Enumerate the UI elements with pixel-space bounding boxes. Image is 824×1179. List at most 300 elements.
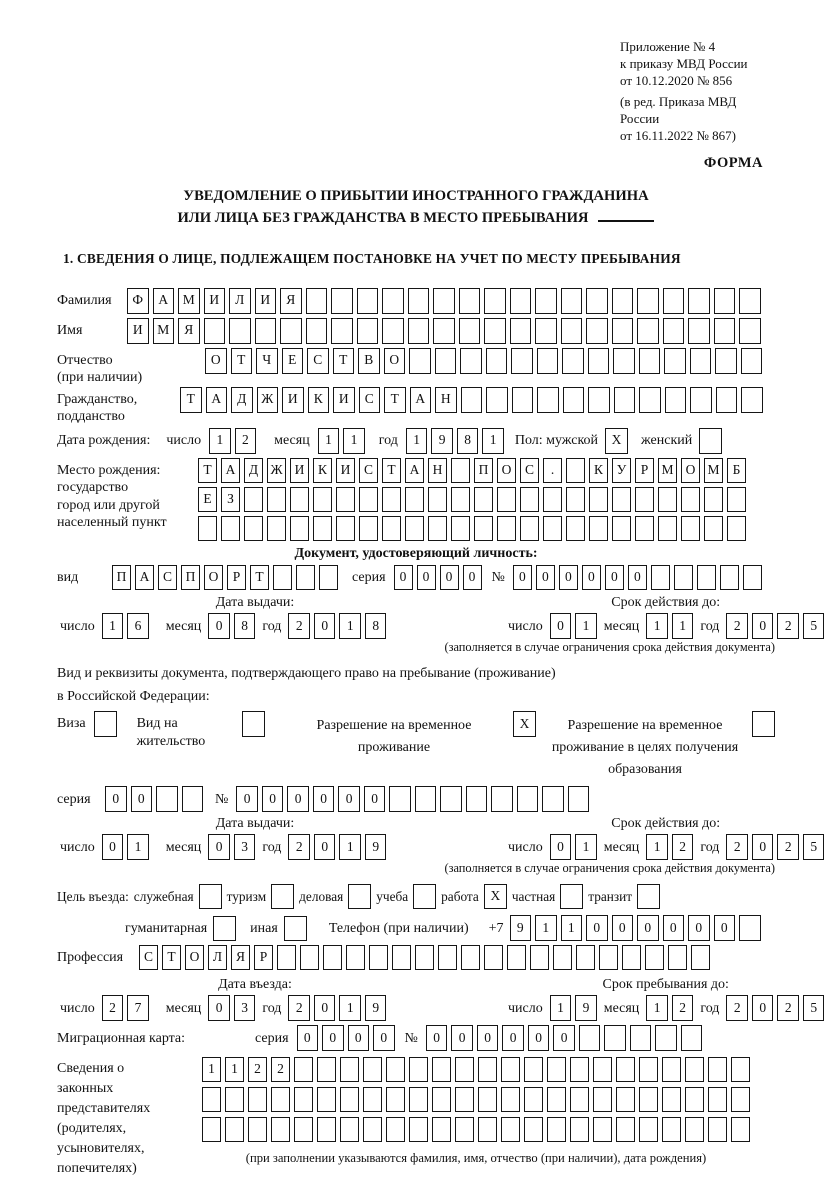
form-cell[interactable]: 0	[373, 1025, 395, 1051]
form-cell[interactable]	[280, 318, 302, 344]
form-cell[interactable]: 1	[209, 428, 231, 454]
form-cell[interactable]	[294, 1087, 313, 1112]
form-cell[interactable]	[561, 318, 583, 344]
form-cell[interactable]: 7	[127, 995, 149, 1021]
form-cell[interactable]	[331, 318, 353, 344]
form-cell[interactable]: Л	[229, 288, 251, 314]
form-cell[interactable]: 0	[297, 1025, 319, 1051]
form-cell[interactable]	[520, 487, 539, 512]
form-cell[interactable]	[535, 288, 557, 314]
form-cell[interactable]: 1	[318, 428, 340, 454]
form-cell[interactable]: О	[384, 348, 406, 374]
form-cell[interactable]	[547, 1057, 566, 1082]
form-cell[interactable]: И	[336, 458, 355, 483]
form-cell[interactable]	[459, 288, 481, 314]
form-cell[interactable]: 2	[235, 428, 257, 454]
form-cell[interactable]	[198, 516, 217, 541]
form-cell[interactable]	[510, 318, 532, 344]
form-cell[interactable]: Т	[333, 348, 355, 374]
form-cell[interactable]	[409, 348, 431, 374]
form-cell[interactable]: 1	[339, 613, 361, 639]
form-cell[interactable]	[290, 516, 309, 541]
form-cell[interactable]	[720, 565, 739, 590]
form-cell[interactable]	[714, 318, 736, 344]
form-cell[interactable]	[409, 1117, 428, 1142]
form-cell[interactable]	[336, 487, 355, 512]
form-cell[interactable]: Т	[382, 458, 401, 483]
form-cell[interactable]: 1	[646, 834, 668, 860]
form-cell[interactable]	[622, 945, 641, 970]
form-cell[interactable]	[204, 318, 226, 344]
form-cell[interactable]: 2	[726, 995, 748, 1021]
form-cell[interactable]: 0	[322, 1025, 344, 1051]
form-cell[interactable]: Ж	[257, 387, 279, 413]
form-cell[interactable]	[699, 428, 722, 454]
form-cell[interactable]: С	[359, 458, 378, 483]
form-cell[interactable]	[319, 565, 338, 590]
form-cell[interactable]	[547, 1117, 566, 1142]
form-cell[interactable]: О	[205, 348, 227, 374]
form-cell[interactable]	[685, 1057, 704, 1082]
form-cell[interactable]	[511, 348, 533, 374]
form-cell[interactable]	[576, 945, 595, 970]
form-cell[interactable]	[478, 1117, 497, 1142]
form-cell[interactable]	[428, 487, 447, 512]
form-cell[interactable]: 2	[777, 613, 799, 639]
form-cell[interactable]: И	[282, 387, 304, 413]
form-cell[interactable]: 1	[561, 915, 583, 941]
form-cell[interactable]	[697, 565, 716, 590]
form-cell[interactable]	[313, 487, 332, 512]
form-cell[interactable]	[688, 288, 710, 314]
form-cell[interactable]: И	[290, 458, 309, 483]
form-cell[interactable]	[708, 1117, 727, 1142]
form-cell[interactable]	[271, 1117, 290, 1142]
form-cell[interactable]	[570, 1087, 589, 1112]
form-cell[interactable]: 0	[338, 786, 360, 812]
form-cell[interactable]	[486, 348, 508, 374]
form-cell[interactable]	[616, 1057, 635, 1082]
form-cell[interactable]	[639, 1117, 658, 1142]
form-cell[interactable]	[248, 1087, 267, 1112]
form-cell[interactable]: М	[178, 288, 200, 314]
form-cell[interactable]	[484, 288, 506, 314]
form-cell[interactable]	[382, 288, 404, 314]
form-cell[interactable]	[306, 318, 328, 344]
form-cell[interactable]: 1	[202, 1057, 221, 1082]
form-cell[interactable]	[639, 1057, 658, 1082]
form-cell[interactable]	[340, 1087, 359, 1112]
form-cell[interactable]: 2	[248, 1057, 267, 1082]
form-cell[interactable]	[570, 1057, 589, 1082]
form-cell[interactable]	[294, 1057, 313, 1082]
form-cell[interactable]	[614, 387, 636, 413]
form-cell[interactable]: А	[410, 387, 432, 413]
form-cell[interactable]	[517, 786, 539, 812]
form-cell[interactable]: 3	[234, 834, 256, 860]
form-cell[interactable]	[604, 1025, 626, 1051]
form-cell[interactable]: 0	[752, 834, 774, 860]
form-cell[interactable]: Я	[280, 288, 302, 314]
form-cell[interactable]: 9	[365, 995, 387, 1021]
form-cell[interactable]	[543, 487, 562, 512]
form-cell[interactable]: 0	[314, 834, 336, 860]
form-cell[interactable]	[685, 1117, 704, 1142]
form-cell[interactable]	[524, 1087, 543, 1112]
form-cell[interactable]: 0	[553, 1025, 575, 1051]
form-cell[interactable]	[662, 1117, 681, 1142]
form-cell[interactable]: 2	[777, 834, 799, 860]
form-cell[interactable]	[94, 711, 117, 737]
form-cell[interactable]	[497, 516, 516, 541]
form-cell[interactable]: 0	[394, 565, 413, 590]
form-cell[interactable]: 1	[575, 834, 597, 860]
form-cell[interactable]: 0	[348, 1025, 370, 1051]
form-cell[interactable]	[284, 916, 307, 941]
form-cell[interactable]: 6	[127, 613, 149, 639]
form-cell[interactable]	[685, 1087, 704, 1112]
form-cell[interactable]	[524, 1057, 543, 1082]
form-cell[interactable]	[415, 786, 437, 812]
form-cell[interactable]: З	[221, 487, 240, 512]
form-cell[interactable]: 1	[339, 995, 361, 1021]
form-cell[interactable]	[727, 516, 746, 541]
form-cell[interactable]: О	[185, 945, 204, 970]
form-cell[interactable]	[668, 945, 687, 970]
form-cell[interactable]: 0	[208, 613, 230, 639]
form-cell[interactable]	[501, 1087, 520, 1112]
form-cell[interactable]: Т	[384, 387, 406, 413]
form-cell[interactable]: Р	[635, 458, 654, 483]
form-cell[interactable]: 0	[752, 613, 774, 639]
form-cell[interactable]: 8	[234, 613, 256, 639]
form-cell[interactable]	[501, 1057, 520, 1082]
form-cell[interactable]: Б	[727, 458, 746, 483]
form-cell[interactable]	[348, 884, 371, 909]
form-cell[interactable]: С	[359, 387, 381, 413]
form-cell[interactable]	[156, 786, 178, 812]
form-cell[interactable]: 2	[102, 995, 124, 1021]
form-cell[interactable]	[405, 516, 424, 541]
form-cell[interactable]	[484, 318, 506, 344]
form-cell[interactable]	[658, 516, 677, 541]
form-cell[interactable]: 0	[559, 565, 578, 590]
form-cell[interactable]	[588, 348, 610, 374]
form-cell[interactable]: М	[704, 458, 723, 483]
form-cell[interactable]	[294, 1117, 313, 1142]
form-cell[interactable]	[408, 288, 430, 314]
form-cell[interactable]	[386, 1057, 405, 1082]
form-cell[interactable]	[389, 786, 411, 812]
form-cell[interactable]	[357, 288, 379, 314]
form-cell[interactable]: К	[313, 458, 332, 483]
form-cell[interactable]: 1	[646, 995, 668, 1021]
form-cell[interactable]	[579, 1025, 601, 1051]
form-cell[interactable]: П	[112, 565, 131, 590]
form-cell[interactable]: 0	[528, 1025, 550, 1051]
form-cell[interactable]: 0	[612, 915, 634, 941]
form-cell[interactable]	[708, 1057, 727, 1082]
form-cell[interactable]: 0	[637, 915, 659, 941]
form-cell[interactable]: 0	[752, 995, 774, 1021]
form-cell[interactable]	[593, 1057, 612, 1082]
form-cell[interactable]	[213, 916, 236, 941]
form-cell[interactable]: Т	[198, 458, 217, 483]
form-cell[interactable]	[221, 516, 240, 541]
form-cell[interactable]	[440, 786, 462, 812]
form-cell[interactable]: 9	[510, 915, 532, 941]
form-cell[interactable]	[731, 1087, 750, 1112]
form-cell[interactable]: Я	[178, 318, 200, 344]
form-cell[interactable]: О	[681, 458, 700, 483]
form-cell[interactable]	[655, 1025, 677, 1051]
form-cell[interactable]	[739, 915, 761, 941]
form-cell[interactable]: 0	[477, 1025, 499, 1051]
form-cell[interactable]: 1	[535, 915, 557, 941]
form-cell[interactable]: П	[474, 458, 493, 483]
form-cell[interactable]	[290, 487, 309, 512]
form-cell[interactable]	[461, 945, 480, 970]
form-cell[interactable]: К	[308, 387, 330, 413]
form-cell[interactable]	[662, 1057, 681, 1082]
form-cell[interactable]: 0	[688, 915, 710, 941]
form-cell[interactable]: С	[158, 565, 177, 590]
form-cell[interactable]	[413, 884, 436, 909]
form-cell[interactable]	[455, 1057, 474, 1082]
form-cell[interactable]	[432, 1087, 451, 1112]
form-cell[interactable]	[639, 387, 661, 413]
form-cell[interactable]	[273, 565, 292, 590]
form-cell[interactable]	[599, 945, 618, 970]
form-cell[interactable]: 1	[646, 613, 668, 639]
form-cell[interactable]	[277, 945, 296, 970]
form-cell[interactable]: 0	[314, 613, 336, 639]
form-cell[interactable]: П	[181, 565, 200, 590]
form-cell[interactable]	[752, 711, 775, 737]
form-cell[interactable]	[225, 1117, 244, 1142]
form-cell[interactable]	[520, 516, 539, 541]
form-cell[interactable]: 0	[536, 565, 555, 590]
form-cell[interactable]	[501, 1117, 520, 1142]
form-cell[interactable]: С	[520, 458, 539, 483]
form-cell[interactable]	[630, 1025, 652, 1051]
form-cell[interactable]	[340, 1057, 359, 1082]
form-cell[interactable]	[612, 318, 634, 344]
form-cell[interactable]: К	[589, 458, 608, 483]
form-cell[interactable]: Я	[231, 945, 250, 970]
form-cell[interactable]: 0	[314, 995, 336, 1021]
form-cell[interactable]	[296, 565, 315, 590]
form-cell[interactable]: 8	[365, 613, 387, 639]
form-cell[interactable]	[271, 884, 294, 909]
form-cell[interactable]	[530, 945, 549, 970]
form-cell[interactable]: 5	[803, 995, 824, 1021]
form-cell[interactable]: 2	[777, 995, 799, 1021]
form-cell[interactable]: 0	[463, 565, 482, 590]
form-cell[interactable]: А	[405, 458, 424, 483]
form-cell[interactable]	[484, 945, 503, 970]
form-cell[interactable]: И	[333, 387, 355, 413]
form-cell[interactable]: Р	[227, 565, 246, 590]
form-cell[interactable]	[568, 786, 590, 812]
form-cell[interactable]: 2	[726, 834, 748, 860]
form-cell[interactable]: 8	[457, 428, 479, 454]
form-cell[interactable]	[478, 1057, 497, 1082]
form-cell[interactable]	[405, 487, 424, 512]
form-cell[interactable]: 5	[803, 613, 824, 639]
form-cell[interactable]	[704, 516, 723, 541]
form-cell[interactable]	[612, 487, 631, 512]
form-cell[interactable]	[731, 1117, 750, 1142]
form-cell[interactable]	[637, 884, 660, 909]
form-cell[interactable]: Н	[428, 458, 447, 483]
form-cell[interactable]	[408, 318, 430, 344]
form-cell[interactable]: И	[204, 288, 226, 314]
form-cell[interactable]	[461, 387, 483, 413]
form-cell[interactable]	[474, 516, 493, 541]
form-cell[interactable]: 0	[105, 786, 127, 812]
form-cell[interactable]: 0	[582, 565, 601, 590]
form-cell[interactable]	[716, 387, 738, 413]
form-cell[interactable]: М	[658, 458, 677, 483]
form-cell[interactable]	[466, 786, 488, 812]
form-cell[interactable]	[271, 1087, 290, 1112]
form-cell[interactable]	[415, 945, 434, 970]
form-cell[interactable]	[690, 387, 712, 413]
form-cell[interactable]	[392, 945, 411, 970]
form-cell[interactable]: 1	[550, 995, 572, 1021]
form-cell[interactable]	[586, 318, 608, 344]
form-cell[interactable]	[435, 348, 457, 374]
form-cell[interactable]	[459, 318, 481, 344]
form-cell[interactable]	[510, 288, 532, 314]
form-cell[interactable]	[478, 1087, 497, 1112]
form-cell[interactable]	[639, 348, 661, 374]
form-cell[interactable]	[317, 1087, 336, 1112]
form-cell[interactable]	[704, 487, 723, 512]
form-cell[interactable]	[323, 945, 342, 970]
form-cell[interactable]	[589, 487, 608, 512]
form-cell[interactable]: А	[135, 565, 154, 590]
form-cell[interactable]: О	[497, 458, 516, 483]
form-cell[interactable]	[359, 487, 378, 512]
form-cell[interactable]: 0	[550, 613, 572, 639]
form-cell[interactable]: 1	[343, 428, 365, 454]
form-cell[interactable]: 9	[431, 428, 453, 454]
form-cell[interactable]	[681, 1025, 703, 1051]
form-cell[interactable]	[497, 487, 516, 512]
form-cell[interactable]: 0	[208, 995, 230, 1021]
form-cell[interactable]	[741, 387, 763, 413]
form-cell[interactable]	[593, 1087, 612, 1112]
form-cell[interactable]	[432, 1117, 451, 1142]
form-cell[interactable]	[537, 387, 559, 413]
form-cell[interactable]	[665, 387, 687, 413]
form-cell[interactable]	[382, 487, 401, 512]
form-cell[interactable]: 9	[365, 834, 387, 860]
form-cell[interactable]	[743, 565, 762, 590]
form-cell[interactable]: X	[484, 884, 507, 909]
form-cell[interactable]: Е	[282, 348, 304, 374]
form-cell[interactable]: 2	[672, 834, 694, 860]
form-cell[interactable]	[674, 565, 693, 590]
form-cell[interactable]: 1	[225, 1057, 244, 1082]
form-cell[interactable]	[690, 348, 712, 374]
form-cell[interactable]	[199, 884, 222, 909]
form-cell[interactable]: У	[612, 458, 631, 483]
form-cell[interactable]: 5	[803, 834, 824, 860]
form-cell[interactable]: 1	[127, 834, 149, 860]
form-cell[interactable]	[681, 487, 700, 512]
form-cell[interactable]: А	[206, 387, 228, 413]
form-cell[interactable]	[229, 318, 251, 344]
form-cell[interactable]: Е	[198, 487, 217, 512]
form-cell[interactable]: 0	[714, 915, 736, 941]
form-cell[interactable]	[300, 945, 319, 970]
form-cell[interactable]	[455, 1117, 474, 1142]
form-cell[interactable]	[363, 1117, 382, 1142]
form-cell[interactable]: 2	[288, 613, 310, 639]
form-cell[interactable]: 3	[234, 995, 256, 1021]
form-cell[interactable]	[363, 1087, 382, 1112]
form-cell[interactable]	[639, 1087, 658, 1112]
form-cell[interactable]	[255, 318, 277, 344]
form-cell[interactable]	[537, 348, 559, 374]
form-cell[interactable]	[663, 288, 685, 314]
form-cell[interactable]	[637, 318, 659, 344]
form-cell[interactable]: 0	[313, 786, 335, 812]
form-cell[interactable]	[451, 487, 470, 512]
form-cell[interactable]	[566, 516, 585, 541]
form-cell[interactable]	[547, 1087, 566, 1112]
form-cell[interactable]	[664, 348, 686, 374]
form-cell[interactable]	[386, 1117, 405, 1142]
form-cell[interactable]: Л	[208, 945, 227, 970]
form-cell[interactable]	[507, 945, 526, 970]
form-cell[interactable]: 0	[287, 786, 309, 812]
form-cell[interactable]	[612, 516, 631, 541]
form-cell[interactable]	[613, 348, 635, 374]
form-cell[interactable]: Т	[250, 565, 269, 590]
form-cell[interactable]: 1	[482, 428, 504, 454]
form-cell[interactable]	[409, 1057, 428, 1082]
form-cell[interactable]: 0	[586, 915, 608, 941]
form-cell[interactable]: 0	[417, 565, 436, 590]
form-cell[interactable]	[563, 387, 585, 413]
form-cell[interactable]	[357, 318, 379, 344]
form-cell[interactable]	[242, 711, 265, 737]
form-cell[interactable]	[586, 288, 608, 314]
form-cell[interactable]: Д	[244, 458, 263, 483]
form-cell[interactable]	[460, 348, 482, 374]
form-cell[interactable]	[645, 945, 664, 970]
form-cell[interactable]: А	[153, 288, 175, 314]
form-cell[interactable]: 0	[262, 786, 284, 812]
form-cell[interactable]: 0	[131, 786, 153, 812]
form-cell[interactable]	[616, 1117, 635, 1142]
form-cell[interactable]	[635, 516, 654, 541]
form-cell[interactable]	[662, 1087, 681, 1112]
form-cell[interactable]	[570, 1117, 589, 1142]
form-cell[interactable]: 1	[575, 613, 597, 639]
form-cell[interactable]: 0	[502, 1025, 524, 1051]
form-cell[interactable]	[562, 348, 584, 374]
form-cell[interactable]	[331, 288, 353, 314]
form-cell[interactable]: Д	[231, 387, 253, 413]
form-cell[interactable]: 0	[426, 1025, 448, 1051]
form-cell[interactable]: .	[543, 458, 562, 483]
form-cell[interactable]	[317, 1117, 336, 1142]
